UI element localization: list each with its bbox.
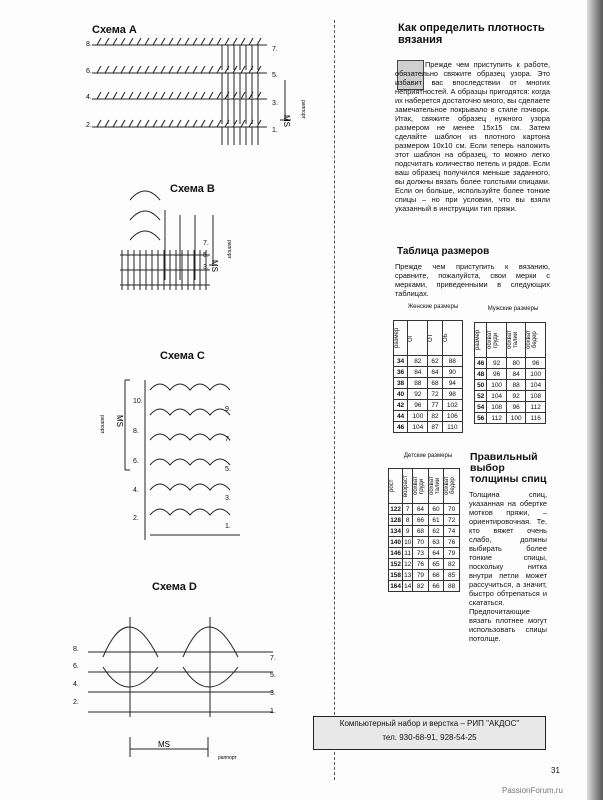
scheme-d-row-6: 6. [73,663,79,670]
kids-cell: 63 [428,537,444,548]
sizes-title: Таблица размеров [397,246,490,257]
women-cell: 110 [442,422,462,433]
women-cell: 82 [408,356,428,367]
men-cell: 100 [506,413,526,424]
kids-cell: 146 [390,549,402,557]
scheme-a-row-5: 5. [272,72,278,79]
women-cell: 104 [408,422,428,433]
scheme-d-row-8: 8. [73,646,79,653]
needles-title: Правильный выбор толщины спиц [470,451,547,485]
kids-row [389,581,460,592]
credits-line-2: тел. 930-68-91, 928-54-25 [382,733,477,742]
kids-cell: 9 [403,526,413,537]
men-cell: 116 [526,413,546,424]
men-cell: 108 [487,402,507,413]
men-cell: 96 [526,358,546,369]
scheme-a-row-7: 7. [272,46,278,53]
scheme-a-row-4: 4. [86,94,92,101]
scheme-d-row-1: 1. [270,708,276,715]
scheme-c-rapport: раппорт [99,415,105,434]
kids-size-table [388,468,460,592]
men-cell: 46 [475,358,487,369]
women-row [394,356,463,367]
men-row [475,413,546,424]
men-row [475,380,546,391]
scheme-d-row-4: 4. [73,681,79,688]
women-row [394,367,463,378]
men-cell: 108 [526,391,546,402]
scheme-c-row-8: 8. [133,428,139,435]
scheme-d-row-2: 2. [73,699,79,706]
kids-row [389,504,460,515]
kids-cell: 85 [444,570,460,581]
scheme-c-row-9: 9. [225,406,231,413]
men-col-size: размер [475,323,487,358]
kids-row [389,559,460,570]
kids-cell: 88 [444,581,460,592]
women-cell: 62 [428,356,442,367]
scheme-c-title: Схема С [160,350,205,362]
women-cell: 64 [428,367,442,378]
kids-col-chest: обхват груди [413,469,429,504]
kids-row [389,537,460,548]
kids-row [389,515,460,526]
kids-cell: 60 [428,504,444,515]
women-cell: 90 [442,367,462,378]
kids-cell: 82 [413,581,429,592]
women-header-row [394,321,463,356]
men-cell: 54 [475,402,487,413]
women-cell: 96 [408,400,428,411]
men-col-hips: обхват бедер [526,323,546,358]
kids-cell: 134 [390,527,402,535]
scheme-a-row-1: 1. [272,127,278,134]
women-cell: 42 [394,400,408,411]
scheme-b-row-7: 7. [203,240,209,247]
kids-caption: Детские размеры [403,453,453,459]
scheme-d-chart [78,597,288,772]
men-cell: 48 [475,369,487,380]
scheme-c-row-5: 5. [225,466,231,473]
kids-cell: 66 [428,570,444,581]
scheme-d-title: Схема D [152,581,197,593]
scheme-a-row-2: 2. [86,122,92,129]
women-row [394,400,463,411]
page-edge-shadow [587,0,603,800]
kids-cell: 158 [390,571,402,579]
kids-cell: 74 [444,526,460,537]
density-title: Как определить плотность вязания [398,22,545,46]
kids-cell: 12 [404,560,412,568]
credits-box [313,716,546,750]
kids-cell: 79 [444,548,460,559]
needles-text-a: Толщина спиц, указанная на обертке мотков пряжи, – ориентировочная. Те, кто вяжет очень слабо, должны выбирать более тонкие спицы, поскольку нитка внутри петли может рассучиться, а значит, быстро обтрепаться и скататься. Предпочитающие вязать плотнее могут использовать спицы потолще. [469,490,547,643]
scheme-c-row-2: 2. [133,515,139,522]
scheme-a-ms: MS [282,115,291,127]
kids-cell: 8 [403,515,413,526]
women-cell: 36 [394,367,408,378]
men-row [475,391,546,402]
women-cell: 72 [428,389,442,400]
men-cell: 50 [475,380,487,391]
kids-cell: 13 [404,571,412,579]
kids-cell: 11 [404,549,412,557]
kids-cell: 152 [390,560,402,568]
women-cell: 44 [394,411,408,422]
kids-cell: 72 [444,515,460,526]
kids-cell: 68 [413,526,429,537]
kids-col-hips: обхват бедер [444,469,460,504]
kids-cell: 64 [413,504,429,515]
scheme-c-row-6: 6. [133,458,139,465]
men-cell: 112 [526,402,546,413]
women-cell: 68 [428,378,442,389]
credits-line-1: Компьютерный набор и верстка – РИП "АКДОС" [339,719,520,728]
women-cell: 98 [442,389,462,400]
men-cell: 96 [487,369,507,380]
scheme-b-ms: MS [210,260,219,272]
kids-cell: 65 [428,559,444,570]
scheme-a-row-8: 8. [86,41,92,48]
kids-cell: 73 [413,548,429,559]
women-col-og: ОГ [408,321,428,356]
women-cell: 77 [428,400,442,411]
women-cell: 102 [442,400,462,411]
scheme-a-row-3: 3. [272,100,278,107]
kids-row [389,526,460,537]
kids-cell: 122 [390,505,402,513]
scheme-b-rapport: раппорт [226,240,232,259]
scheme-d-row-3: 3. [270,690,276,697]
women-col-ot: ОТ [428,321,442,356]
men-cell: 104 [526,380,546,391]
scheme-a-row-6: 6. [86,68,92,75]
women-cell: 34 [394,356,408,367]
men-row [475,358,546,369]
density-text: Прежде чем приступить к работе, обязательно свяжите образец узора. Это избавит вас впоследствии от многих неприятностей. А образцы пригодятся: когда их наберется достаточно много, вы сделаете замечательное покрывало в стиле пэчворк. Итак, свяжите образец нужного узора размером не менее 15x15 см. Затем сделайте шаблон из плотного картона размером 10x10 см. Если теперь наложить этот шаблон на образец, то можно легко подсчитать количество петель и рядов. Если ваш образец получился меньше заданного, вы должны вязать более толстыми спицами. Если он больше, используйте более тонкие спицы – но при условии, что вы взяли указанный в инструкции тип пряжи. [395,60,550,213]
women-cell: 88 [442,356,462,367]
men-size-table [474,322,546,424]
kids-cell: 79 [413,570,429,581]
women-cell: 87 [428,422,442,433]
kids-cell: 76 [444,537,460,548]
women-cell: 82 [428,411,442,422]
men-caption: Мужские размеры [487,306,539,312]
women-cell: 88 [408,378,428,389]
men-row [475,369,546,380]
kids-cell: 76 [413,559,429,570]
kids-col-age: возраст [403,469,413,504]
kids-cell: 82 [444,559,460,570]
men-cell: 84 [506,369,526,380]
kids-cell: 62 [428,526,444,537]
women-col-ob: ОБ [442,321,462,356]
women-caption: Женские размеры [407,304,459,310]
scheme-b-title: Схема В [170,183,215,195]
kids-cell: 14 [404,582,412,590]
kids-cell: 61 [428,515,444,526]
women-cell: 92 [408,389,428,400]
kids-cell: 66 [428,581,444,592]
kids-col-waist: обхват талии [428,469,444,504]
scheme-d-row-7: 7. [270,655,276,662]
women-col-size: размер [394,321,408,356]
kids-col-height: рост [389,469,403,504]
kids-header-row [389,469,460,504]
women-row [394,389,463,400]
scheme-b-row-3: 3. [203,264,209,271]
scheme-c-row-3: 3. [225,495,231,502]
scheme-a-title: Схема А [92,24,137,36]
scheme-b-chart [110,180,250,310]
men-cell: 96 [506,402,526,413]
scheme-c-row-7: 7. [225,436,231,443]
scheme-c-chart [95,375,245,545]
men-cell: 52 [475,391,487,402]
site-watermark: PassionForum.ru [502,786,563,795]
kids-cell: 10 [404,538,412,546]
men-header-row [475,323,546,358]
women-cell: 84 [408,367,428,378]
women-row [394,378,463,389]
men-cell: 92 [506,391,526,402]
kids-row [389,548,460,559]
men-row [475,402,546,413]
women-cell: 100 [408,411,428,422]
men-cell: 92 [487,358,507,369]
men-cell: 80 [506,358,526,369]
scheme-c-row-1: 1. [225,523,231,530]
kids-cell: 64 [428,548,444,559]
kids-cell: 66 [413,515,429,526]
kids-cell: 128 [390,516,402,524]
scheme-d-row-5: 5. [270,672,276,679]
scheme-d-ms: MS [158,740,170,749]
kids-cell: 164 [390,582,402,590]
kids-cell: 140 [390,538,402,546]
scheme-c-row-10: 10. [133,398,143,405]
women-size-table [393,320,463,433]
kids-cell: 70 [444,504,460,515]
women-cell: 106 [442,411,462,422]
sizes-text: Прежде чем приступить к вязанию, сравните, пожалуйста, свои мерки с мерками, приведенными в следующих таблицах. [395,262,550,298]
women-row [394,422,463,433]
men-cell: 56 [475,413,487,424]
women-cell: 40 [394,389,408,400]
scheme-a-rapport: раппорт [300,100,306,119]
scheme-c-row-4: 4. [133,487,139,494]
women-cell: 46 [394,422,408,433]
men-cell: 100 [526,369,546,380]
page-number: 31 [551,766,560,775]
men-col-chest: обхват груди [487,323,507,358]
women-row [394,411,463,422]
men-cell: 88 [506,380,526,391]
scheme-b-row-5: 5. [203,252,209,259]
kids-cell: 7 [403,504,413,515]
women-cell: 94 [442,378,462,389]
men-cell: 112 [487,413,507,424]
women-cell: 38 [394,378,408,389]
scheme-c-ms: MS [115,415,124,427]
kids-cell: 70 [413,537,429,548]
column-divider [334,20,335,780]
kids-row [389,570,460,581]
men-col-waist: обхват талии [506,323,526,358]
men-cell: 104 [487,391,507,402]
scheme-d-rapport: раппорт [218,755,237,761]
men-cell: 100 [487,380,507,391]
